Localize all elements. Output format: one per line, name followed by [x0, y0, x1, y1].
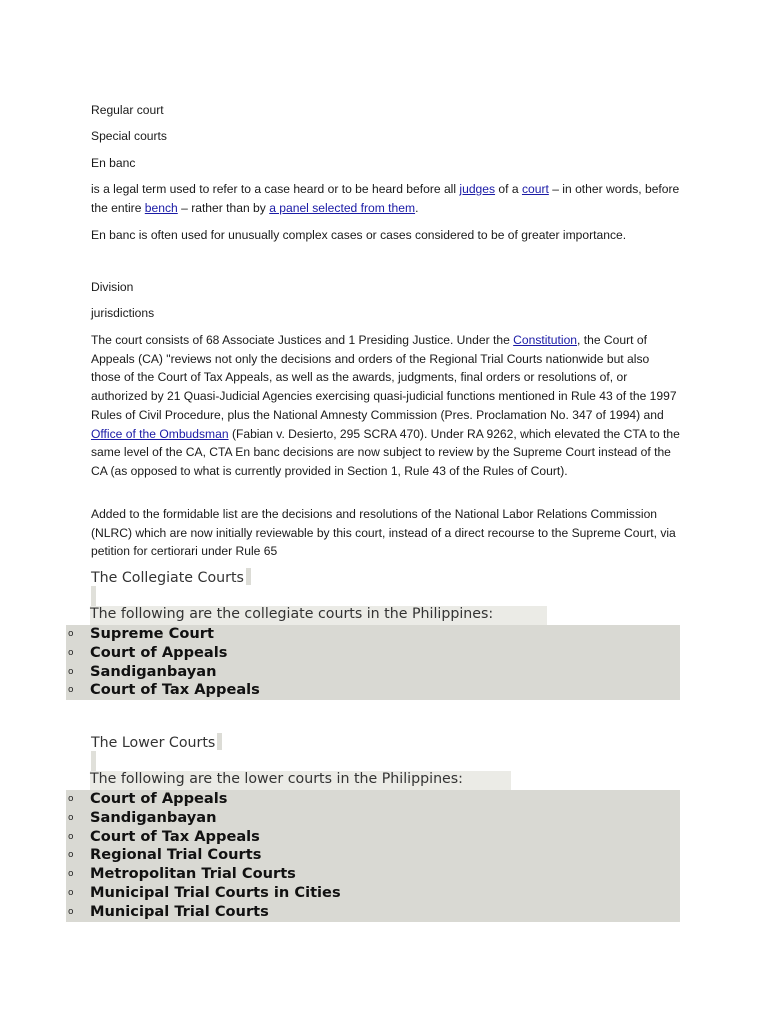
bullet-icon: o [68, 666, 74, 677]
list-item-label: Court of Tax Appeals [90, 681, 260, 699]
lower-courts-lead: The following are the lower courts in the Philippines: [90, 771, 463, 787]
collegiate-courts-heading: The Collegiate Courts [91, 568, 251, 586]
list-item-label: Sandiganbayan [90, 808, 217, 826]
ombudsman-link[interactable]: Office of the Ombudsman [91, 426, 229, 441]
bullet-icon: o [68, 794, 74, 804]
lower-spacer-bar [91, 751, 96, 773]
en-banc-usage: En banc is often used for unusually complex cases or cases considered to be of greater importance. [91, 228, 627, 242]
bullet-icon: o [68, 812, 74, 823]
bullet-icon: o [68, 887, 74, 898]
collegiate-spacer-bar [91, 586, 96, 608]
en-banc-definition: is a legal term used to refer to a case heard or to be heard before all judges of a court – in other words, before the entire bench – rather than by a panel selected from them. [91, 182, 680, 215]
nlrc-paragraph: Added to the formidable list are the decisions and resolutions of the National Labor Relations Commission (NLRC) which are now initially reviewable by this court, instead of a direct recourse to the Supreme Court, via petition for certiorari under Rule 65 [91, 507, 676, 559]
list-item [66, 903, 680, 922]
bullet-icon: o [68, 685, 74, 696]
lower-courts-heading: The Lower Courts [91, 733, 222, 751]
bullet-icon: o [68, 831, 74, 842]
list-item [66, 681, 680, 700]
bullet-icon: o [68, 647, 74, 658]
list-item [66, 884, 680, 903]
list-item [66, 790, 680, 809]
judges-link[interactable]: judges [459, 182, 496, 196]
lower-courts-list [66, 790, 680, 922]
list-item-label: Municipal Trial Courts [90, 902, 269, 920]
collegiate-courts-lead: The following are the collegiate courts in the Philippines: [90, 606, 494, 622]
special-courts-label: Special courts [91, 129, 167, 143]
list-item-label: Court of Appeals [90, 643, 228, 661]
list-item-label: Regional Trial Courts [90, 846, 262, 864]
en-banc-label: En banc [91, 156, 136, 170]
court-composition-paragraph: The court consists of 68 Associate Justices and 1 Presiding Justice. Under the Constitution, the Court of Appeals (CA) "reviews not only the decisions and orders of the Regional Trial Courts nationwide but also those of the Court of Tax Appeals, as well as the awards, judgments, final orders or resolutions of, or authorized by 21 Quasi-Judicial Agencies exercising quasi-judicial functions mentioned in Rule 43 of the 1997 Rules of Civil Procedure, plus the National Amnesty Commission (Pres. Proclamation No. 347 of 1994) and Office of the Ombudsman (Fabian v. Desierto, 295 SCRA 470). Under RA 9262, which elevated the CTA to the same level of the CA, CTA En banc decisions are now subject to review by the Supreme Court instead of the CA (as opposed to what is currently provided in Section 1, Rule 43 of the Rules of Court). [91, 333, 680, 478]
division-label: Division [91, 280, 134, 294]
list-item-label: Court of Tax Appeals [90, 827, 260, 845]
constitution-link[interactable]: Constitution [513, 333, 578, 347]
collegiate-courts-list [66, 625, 680, 700]
bullet-icon: o [68, 906, 74, 917]
list-item [66, 809, 680, 828]
list-item-label: Municipal Trial Courts in Cities [90, 883, 341, 901]
list-item [66, 663, 680, 682]
jurisdictions-label: jurisdictions [91, 306, 155, 320]
bullet-icon: o [68, 850, 74, 861]
list-item-label: Supreme Court [90, 625, 214, 642]
bench-link[interactable]: bench [144, 200, 178, 215]
regular-court-label: Regular court [91, 103, 164, 117]
list-item-label: Court of Appeals [90, 790, 228, 807]
bullet-icon: o [68, 629, 74, 639]
bullet-icon: o [68, 869, 74, 880]
list-item [66, 828, 680, 847]
list-item [66, 865, 680, 884]
list-item-label: Sandiganbayan [90, 662, 217, 680]
list-item [66, 625, 680, 644]
list-item [66, 644, 680, 663]
list-item-label: Metropolitan Trial Courts [90, 865, 296, 883]
panel-link[interactable]: a panel selected from them [269, 200, 416, 215]
list-item [66, 846, 680, 865]
court-link[interactable]: court [521, 182, 549, 196]
